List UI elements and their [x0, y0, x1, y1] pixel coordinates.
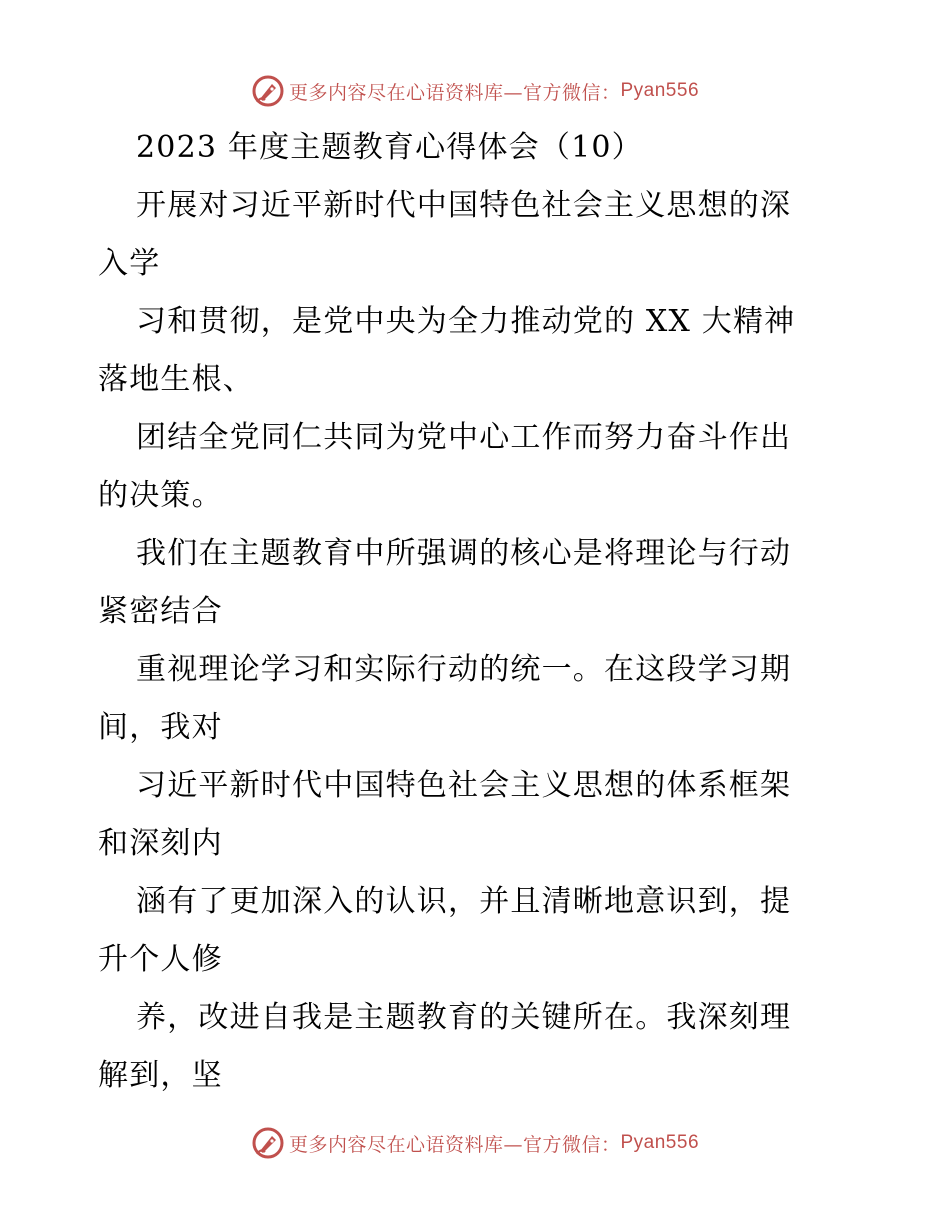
paragraph-line: 团结全党同仁共同为党中心工作而努力奋斗作出: [136, 420, 792, 455]
paragraph-line: 紧密结合: [98, 594, 223, 629]
paragraph-line: 解到，坚: [98, 1058, 223, 1093]
paragraph-line: 落地生根、: [98, 362, 254, 397]
paragraph-line: 重视理论学习和实际行动的统一。在这段学习期: [136, 652, 792, 687]
document-title: 2023 年度主题教育心得体会（10）: [136, 130, 643, 165]
paragraph-line: 习近平新时代中国特色社会主义思想的体系框架: [136, 768, 792, 803]
paragraph-line: 和深刻内: [98, 826, 223, 861]
paragraph-line: 养，改进自我是主题教育的关键所在。我深刻理: [136, 1000, 792, 1035]
pen-nib-logo-icon: [251, 1126, 285, 1160]
watermark-text: 更多内容尽在心语资料库—官方微信：: [288, 81, 621, 104]
pen-nib-logo-icon: [251, 74, 285, 108]
paragraph-line: 升个人修: [98, 942, 223, 977]
paragraph-line: 涵有了更加深入的认识，并且清晰地意识到，提: [136, 884, 792, 919]
watermark-text: 更多内容尽在心语资料库—官方微信：: [288, 1133, 621, 1156]
footer-watermark: [0, 1124, 950, 1162]
watermark-account: Pyan556: [620, 1132, 700, 1153]
paragraph-line: 习和贯彻，是党中央为全力推动党的 XX 大精神: [136, 304, 796, 339]
paragraph-line: 开展对习近平新时代中国特色社会主义思想的深: [136, 188, 792, 223]
paragraph-line: 的决策。: [98, 478, 223, 513]
header-watermark: [0, 72, 950, 110]
paragraph-line: 入学: [98, 246, 161, 281]
paragraph-line: 我们在主题教育中所强调的核心是将理论与行动: [136, 536, 792, 571]
paragraph-line: 间，我对: [98, 710, 223, 745]
watermark-account: Pyan556: [620, 80, 700, 101]
